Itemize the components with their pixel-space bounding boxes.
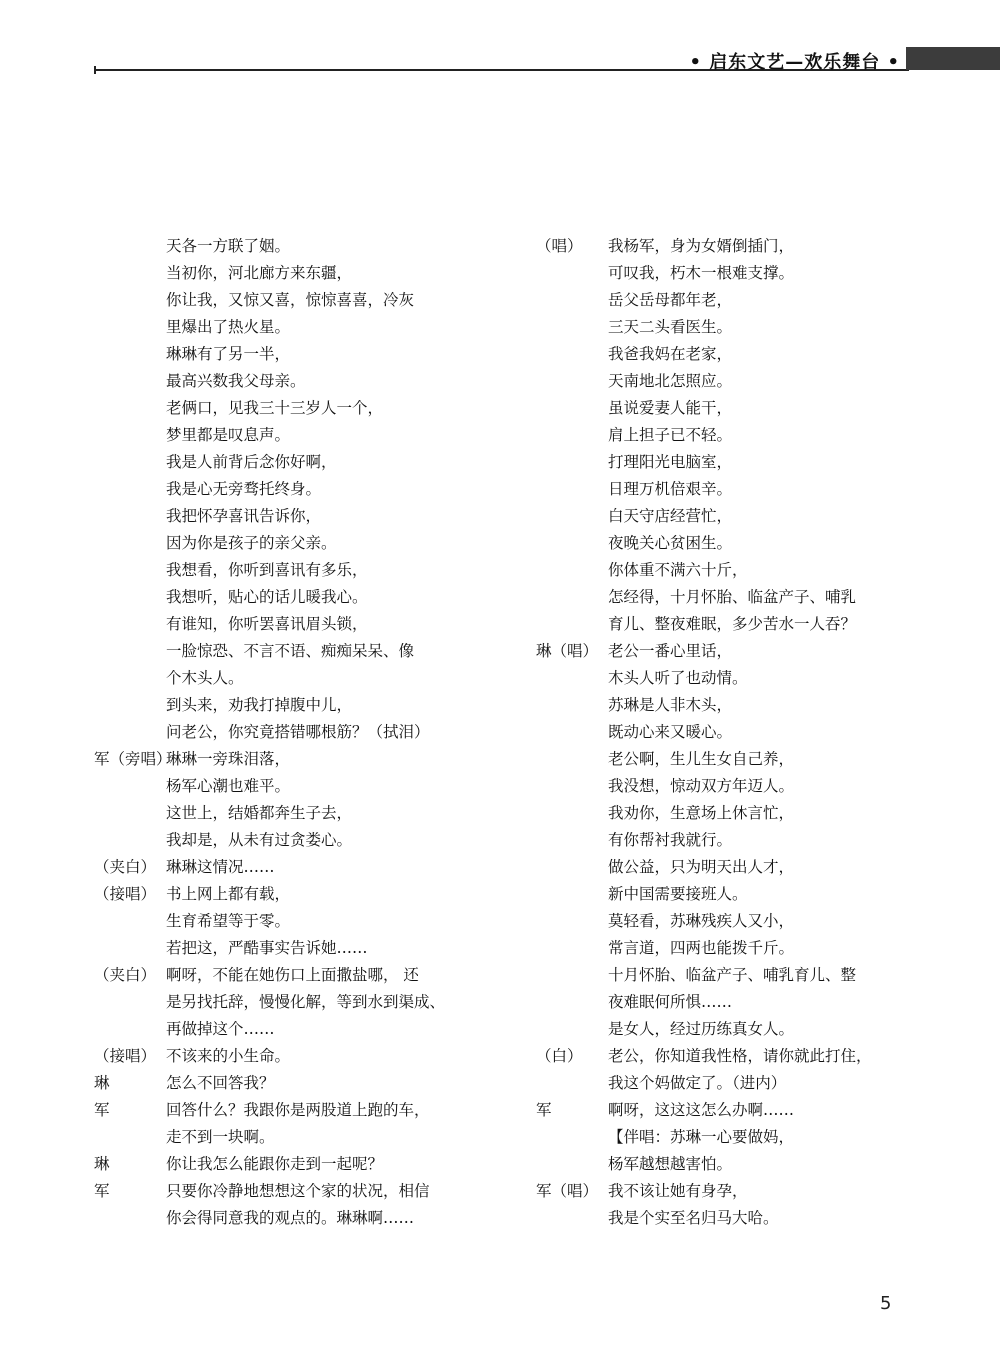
- speaker-label: （夹白）: [94, 966, 157, 984]
- script-line: [536, 287, 926, 314]
- line-text: 我劝你，生意场上休言忙，: [608, 804, 795, 822]
- line-text: 老公啊，生儿生女自己养，: [608, 750, 795, 768]
- script-line: [94, 1124, 484, 1151]
- line-text: 一脸惊恐、不言不语、痴痴呆呆、像: [166, 642, 415, 660]
- line-text: 我是心无旁骛托终身。: [166, 480, 322, 498]
- speaker-label: （白）: [536, 1047, 583, 1065]
- line-text: 我爸我妈在老家，: [608, 345, 733, 363]
- line-text: 夜难眠何所惧……: [608, 993, 733, 1011]
- speaker-label: 军（旁唱）: [94, 750, 172, 768]
- script-line: [536, 476, 926, 503]
- page-number: 5: [880, 1293, 892, 1314]
- line-text: 我这个妈做定了。（进内）: [608, 1074, 787, 1092]
- script-line: [94, 1016, 484, 1043]
- speaker-label: 琳（唱）: [536, 642, 599, 660]
- line-text: 只要你冷静地想想这个家的状况，相信: [166, 1182, 430, 1200]
- script-line: [94, 368, 484, 395]
- script-line: [94, 692, 484, 719]
- script-line: [536, 1043, 926, 1070]
- script-line: [94, 962, 484, 989]
- line-text: 我是个实至名归马大哈。: [608, 1209, 779, 1227]
- script-line: [94, 314, 484, 341]
- magazine-section-title: • 启东文艺—欢乐舞台 •: [689, 52, 900, 73]
- speaker-label: 琳: [94, 1074, 110, 1092]
- line-text: 老公，你知道我性格，请你就此打住，: [608, 1047, 872, 1065]
- script-line: [94, 854, 484, 881]
- script-line: [94, 935, 484, 962]
- line-text: 新中国需要接班人。: [608, 885, 748, 903]
- script-line: [536, 314, 926, 341]
- script-line: [94, 476, 484, 503]
- script-line: [536, 1070, 926, 1097]
- line-text: 天南地北怎照应。: [608, 372, 733, 390]
- script-line: [94, 989, 484, 1016]
- script-line: [94, 1178, 484, 1205]
- script-line: [536, 395, 926, 422]
- script-line: [536, 1178, 926, 1205]
- script-line: [536, 665, 926, 692]
- line-text: 岳父岳母都年老，: [608, 291, 733, 309]
- line-text: 杨军越想越害怕。: [608, 1155, 733, 1173]
- line-text: 当初你，河北廊方来东疆，: [166, 264, 353, 282]
- script-line: [94, 719, 484, 746]
- script-line: [94, 233, 484, 260]
- line-text: 因为你是孩子的亲父亲。: [166, 534, 337, 552]
- script-line: [536, 719, 926, 746]
- script-line: [536, 638, 926, 665]
- script-line: [536, 611, 926, 638]
- script-line: [94, 881, 484, 908]
- line-text: 回答什么？我跟你是两股道上跑的车，: [166, 1101, 430, 1119]
- script-line: [536, 989, 926, 1016]
- line-text: 【伴唱：苏琳一心要做妈，: [608, 1128, 795, 1146]
- script-line: [94, 1097, 484, 1124]
- script-line: [94, 746, 484, 773]
- line-text: 我杨军，身为女婿倒插门，: [608, 237, 795, 255]
- line-text: 怎么不回答我？: [166, 1074, 275, 1092]
- line-text: 你让我，又惊又喜，惊惊喜喜，冷灰: [166, 291, 415, 309]
- script-line: [94, 908, 484, 935]
- line-text: 育儿、整夜难眠，多少苦水一人吞？: [608, 615, 857, 633]
- line-text: 不该来的小生命。: [166, 1047, 291, 1065]
- script-line: [536, 827, 926, 854]
- line-text: 再做掉这个……: [166, 1020, 275, 1038]
- script-line: [94, 800, 484, 827]
- script-line: [536, 503, 926, 530]
- speaker-label: （接唱）: [94, 885, 157, 903]
- script-line: [536, 368, 926, 395]
- line-text: 是另找托辞，慢慢化解，等到水到渠成、: [166, 993, 446, 1011]
- line-text: 日理万机倍艰辛。: [608, 480, 733, 498]
- line-text: 到头来，劝我打掉腹中儿，: [166, 696, 353, 714]
- script-line: [536, 530, 926, 557]
- line-text: 我想看，你听到喜讯有多乐，: [166, 561, 368, 579]
- speaker-label: 军: [536, 1101, 552, 1119]
- line-text: 问老公，你究竟搭错哪根筋？（拭泪）: [166, 723, 430, 741]
- line-text: 你会得同意我的观点的。琳琳啊……: [166, 1209, 415, 1227]
- line-text: 若把这，严酷事实告诉她……: [166, 939, 368, 957]
- speaker-label: 军: [94, 1182, 110, 1200]
- line-text: 有谁知，你听罢喜讯眉头锁，: [166, 615, 368, 633]
- right-text-column: [536, 233, 926, 1232]
- line-text: 老公一番心里话，: [608, 642, 733, 660]
- line-text: 有你帮衬我就行。: [608, 831, 733, 849]
- line-text: 杨军心潮也难平。: [166, 777, 291, 795]
- script-line: [94, 287, 484, 314]
- line-text: 最高兴数我父母亲。: [166, 372, 306, 390]
- left-text-column: [94, 233, 484, 1232]
- line-text: 个木头人。: [166, 669, 244, 687]
- speaker-label: （接唱）: [94, 1047, 157, 1065]
- line-text: 我想听，贴心的话儿暖我心。: [166, 588, 368, 606]
- line-text: 老俩口，见我三十三岁人一个，: [166, 399, 384, 417]
- script-line: [94, 665, 484, 692]
- script-line: [94, 638, 484, 665]
- line-text: 天各一方联了姻。: [166, 237, 291, 255]
- script-line: [94, 1070, 484, 1097]
- script-line: [94, 584, 484, 611]
- page-header: [0, 44, 1000, 74]
- line-text: 你让我怎么能跟你走到一起呢？: [166, 1155, 384, 1173]
- line-text: 梦里都是叹息声。: [166, 426, 291, 444]
- script-line: [536, 1016, 926, 1043]
- script-line: [94, 1151, 484, 1178]
- speaker-label: 军（唱）: [536, 1182, 599, 1200]
- script-line: [94, 530, 484, 557]
- speaker-label: （唱）: [536, 237, 583, 255]
- line-text: 我却是，从未有过贪娄心。: [166, 831, 353, 849]
- script-line: [94, 1205, 484, 1232]
- speaker-label: 琳: [94, 1155, 110, 1173]
- line-text: 做公益，只为明天出人才，: [608, 858, 795, 876]
- script-line: [536, 881, 926, 908]
- script-line: [94, 449, 484, 476]
- line-text: 我不该让她有身孕，: [608, 1182, 748, 1200]
- script-line: [536, 1124, 926, 1151]
- script-line: [536, 1151, 926, 1178]
- script-line: [536, 557, 926, 584]
- line-text: 虽说爱妻人能干，: [608, 399, 733, 417]
- line-text: 我是人前背后念你好啊，: [166, 453, 337, 471]
- script-line: [94, 422, 484, 449]
- script-line: [536, 800, 926, 827]
- script-line: [94, 1043, 484, 1070]
- header-dark-tab: [906, 47, 1000, 70]
- script-line: [536, 584, 926, 611]
- script-line: [536, 773, 926, 800]
- script-line: [536, 341, 926, 368]
- line-text: 你体重不满六十斤，: [608, 561, 748, 579]
- script-line: [94, 557, 484, 584]
- line-text: 我没想，惊动双方年迈人。: [608, 777, 795, 795]
- speaker-label: 军: [94, 1101, 110, 1119]
- script-line: [536, 908, 926, 935]
- script-line: [536, 746, 926, 773]
- script-line: [94, 395, 484, 422]
- line-text: 既动心来又暖心。: [608, 723, 733, 741]
- line-text: 木头人听了也动情。: [608, 669, 748, 687]
- line-text: 书上网上都有载，: [166, 885, 291, 903]
- speaker-label: （夹白）: [94, 858, 157, 876]
- line-text: 常言道，四两也能拨千斤。: [608, 939, 795, 957]
- script-line: [536, 1205, 926, 1232]
- script-line: [94, 611, 484, 638]
- line-text: 里爆出了热火星。: [166, 318, 291, 336]
- script-line: [536, 233, 926, 260]
- line-text: 琳琳一旁珠泪落，: [166, 750, 291, 768]
- line-text: 可叹我，朽木一根难支撑。: [608, 264, 795, 282]
- script-line: [94, 827, 484, 854]
- script-line: [536, 449, 926, 476]
- line-text: 肩上担子已不轻。: [608, 426, 733, 444]
- line-text: 我把怀孕喜讯告诉你，: [166, 507, 322, 525]
- line-text: 这世上，结婚都奔生子去，: [166, 804, 353, 822]
- script-line: [536, 422, 926, 449]
- line-text: 三天二头看医生。: [608, 318, 733, 336]
- line-text: 白天守店经营忙，: [608, 507, 733, 525]
- script-line: [94, 341, 484, 368]
- line-text: 啊呀，这这这怎么办啊……: [608, 1101, 795, 1119]
- line-text: 莫轻看，苏琳残疾人又小，: [608, 912, 795, 930]
- script-line: [94, 260, 484, 287]
- script-line: [536, 260, 926, 287]
- line-text: 苏琳是人非木头，: [608, 696, 733, 714]
- script-line: [536, 962, 926, 989]
- line-text: 走不到一块啊。: [166, 1128, 275, 1146]
- script-line: [536, 692, 926, 719]
- line-text: 打理阳光电脑室，: [608, 453, 733, 471]
- script-line: [94, 503, 484, 530]
- line-text: 琳琳这情况……: [166, 858, 275, 876]
- line-text: 十月怀胎、临盆产子、哺乳育儿、整: [608, 966, 857, 984]
- line-text: 怎经得，十月怀胎、临盆产子、哺乳: [608, 588, 857, 606]
- line-text: 啊呀，不能在她伤口上面撒盐哪， 还: [166, 966, 419, 984]
- script-line: [536, 854, 926, 881]
- line-text: 生育希望等于零。: [166, 912, 291, 930]
- script-line: [536, 935, 926, 962]
- line-text: 琳琳有了另一半，: [166, 345, 291, 363]
- script-line: [94, 773, 484, 800]
- script-line: [536, 1097, 926, 1124]
- line-text: 夜晚关心贫困生。: [608, 534, 733, 552]
- line-text: 是女人，经过历练真女人。: [608, 1020, 795, 1038]
